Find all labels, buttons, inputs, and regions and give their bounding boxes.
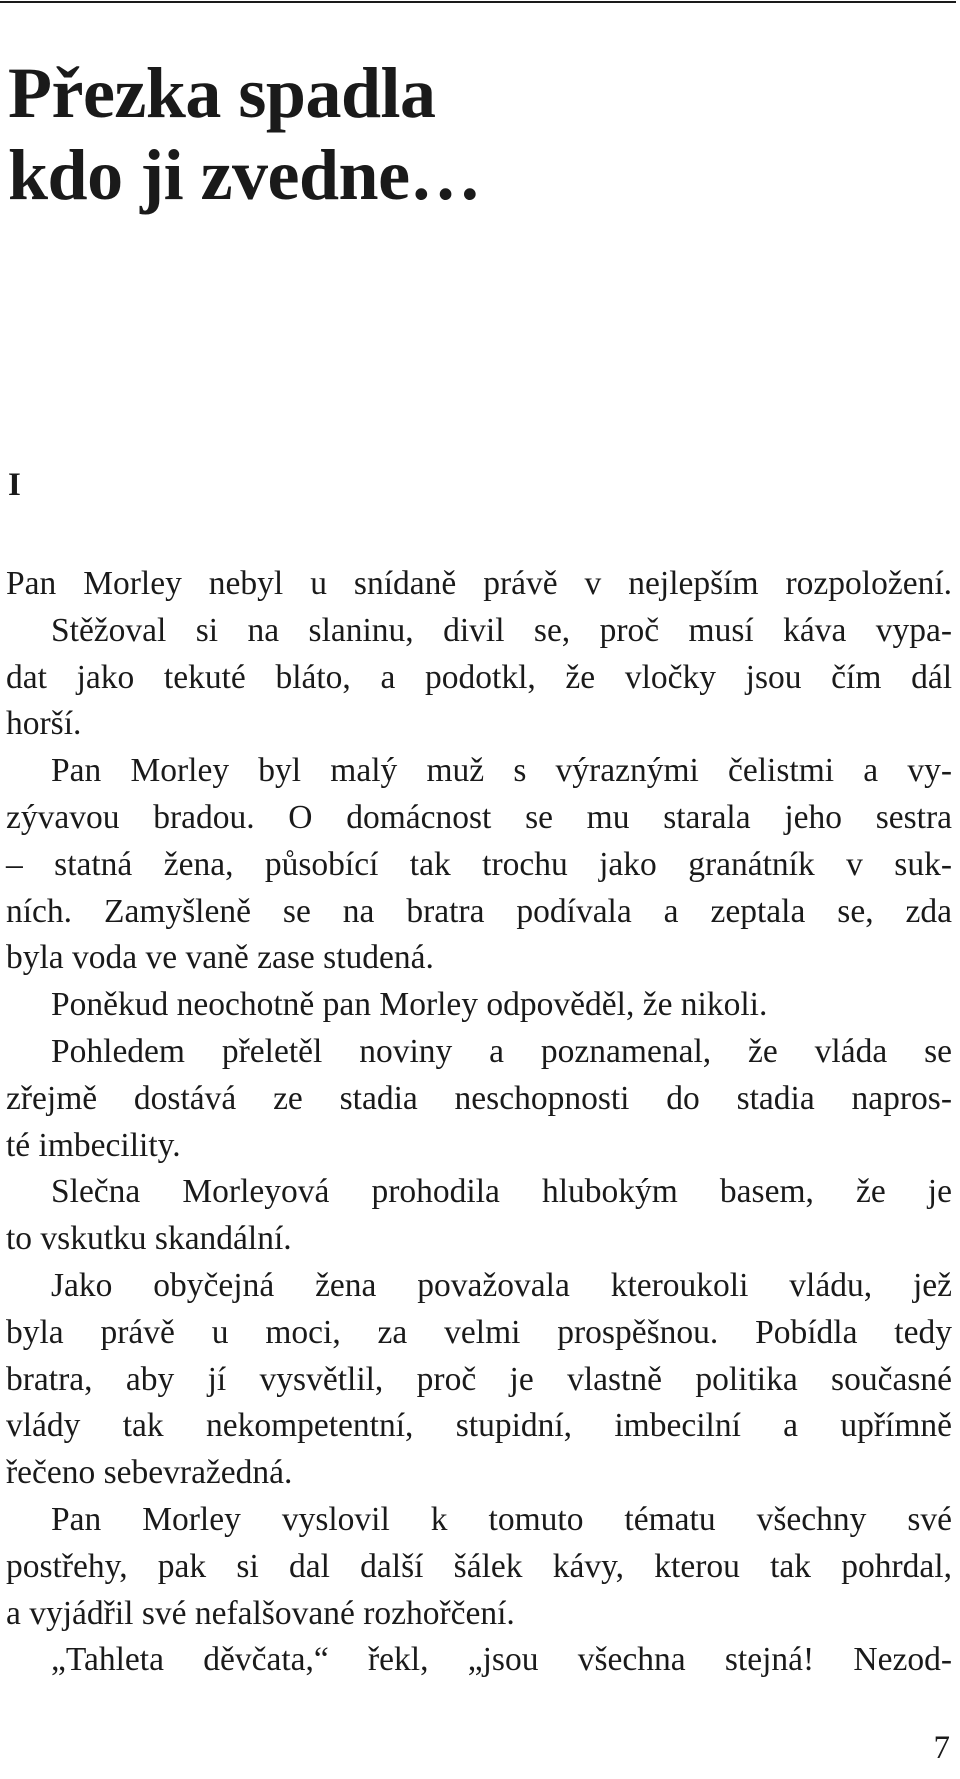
- body-line: „Tahleta děvčata,“ řekl, „jsou všechna stejná! Nezod-: [51, 1641, 952, 1679]
- body-line: Jako obyčejná žena považovala kteroukoli vládu, jež: [51, 1266, 952, 1304]
- body-line: to vskutku skandální.: [6, 1220, 292, 1258]
- body-line: zývavou bradou. O domácnost se mu starala jeho sestra: [6, 798, 952, 836]
- body-line: Slečna Morleyová prohodila hlubokým basem, že je: [51, 1173, 952, 1211]
- top-rule: [0, 1, 956, 3]
- body-line: byla právě u moci, za velmi prospěšnou. Pobídla tedy: [6, 1313, 952, 1351]
- body-line: té imbecility.: [6, 1126, 181, 1164]
- body-line: Pan Morley byl malý muž s výraznými čelistmi a vy-: [51, 752, 952, 790]
- page-title: [8, 52, 481, 216]
- body-line: Stěžoval si na slaninu, divil se, proč musí káva vypa-: [51, 611, 952, 649]
- body-line: dat jako tekuté bláto, a podotkl, že vločky jsou čím dál: [6, 658, 952, 696]
- body-line: řečeno sebevražedná.: [6, 1454, 293, 1492]
- body-line: byla voda ve vaně zase studená.: [6, 939, 434, 977]
- body-line: a vyjádřil své nefalšované rozhořčení.: [6, 1594, 515, 1632]
- body-text: [6, 561, 952, 1684]
- body-line: zřejmě dostává ze stadia neschopnosti do stadia napros-: [6, 1079, 952, 1117]
- body-line: Pan Morley vyslovil k tomuto tématu všechny své: [51, 1500, 952, 1538]
- body-line: vlády tak nekompetentní, stupidní, imbecilní a upřímně: [6, 1407, 952, 1445]
- title-line-2: kdo ji zvedne…: [8, 135, 482, 215]
- body-line: Poněkud neochotně pan Morley odpověděl, že nikoli.: [51, 986, 768, 1024]
- body-line: horší.: [6, 705, 82, 743]
- body-line: – statná žena, působící tak trochu jako granátník v suk-: [6, 845, 952, 883]
- body-line: ních. Zamyšleně se na bratra podívala a zeptala se, zda: [6, 892, 952, 930]
- body-line: postřehy, pak si dal další šálek kávy, kterou tak pohrdal,: [6, 1547, 952, 1585]
- chapter-number: I: [8, 467, 21, 503]
- title-line-1: Přezka spadla: [8, 53, 436, 133]
- body-line: Pan Morley nebyl u snídaně právě v nejlepším rozpoložení.: [6, 565, 952, 602]
- body-line: bratra, aby jí vysvětlil, proč je vlastně politika současné: [6, 1360, 952, 1398]
- body-line: Pohledem přeletěl noviny a poznamenal, že vláda se: [51, 1032, 952, 1070]
- page-number: 7: [933, 1730, 950, 1766]
